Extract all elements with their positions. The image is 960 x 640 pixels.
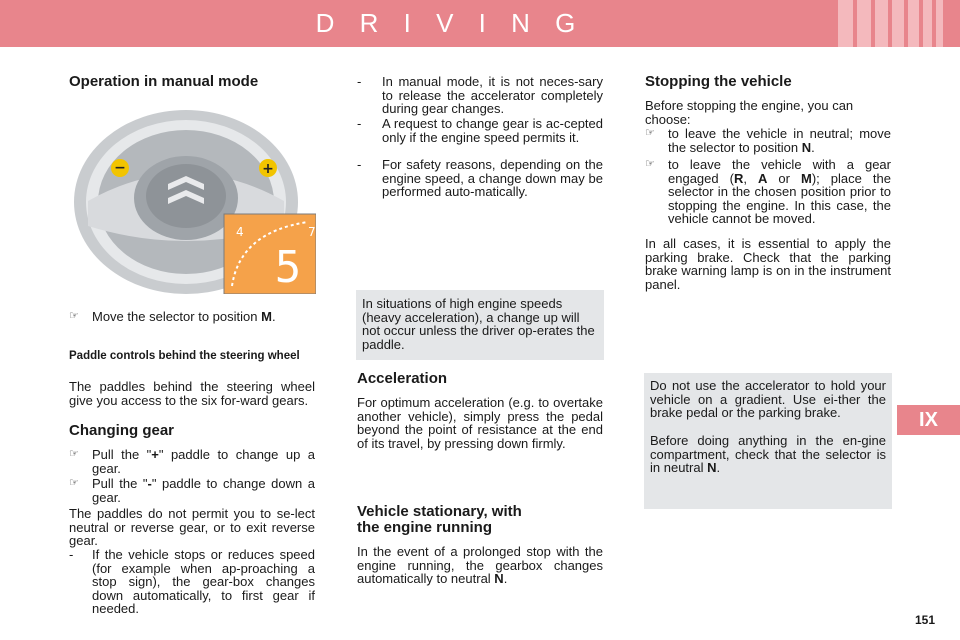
svg-text:−: − [114, 160, 126, 176]
bullet-leave-gear: ☞ to leave the vehicle with a gear engaged (R, A or M); place the selector in the chosen position prior to stopping the engine. In this case, the vehicle cannot be moved. [645, 157, 891, 226]
svg-text:+: + [262, 161, 274, 177]
heading-vehicle-stationary: Vehicle stationary, with the engine running [357, 503, 522, 536]
chapter-tab[interactable]: IX [897, 405, 960, 435]
paragraph-paddles: The paddles behind the steering wheel give you access to the six for-ward gears. [69, 379, 315, 408]
heading-stopping-vehicle: Stopping the vehicle [645, 73, 792, 90]
paragraph-parking-brake: In all cases, it is essential to apply the parking brake. Check that the parking brake warning lamp is on in the instrument panel. [645, 236, 891, 292]
display-digit-right: 7 [308, 225, 316, 239]
display-gear: 5 [274, 242, 302, 293]
finger-pointer-icon: ☞ [645, 158, 655, 170]
chapter-header [0, 0, 960, 47]
heading-manual-mode: Operation in manual mode [69, 73, 259, 90]
paragraph-no-neutral: The paddles do not permit you to se-lect neutral or reverse gear, or to exit reverse gear. [69, 506, 315, 548]
finger-pointer-icon: ☞ [645, 127, 655, 139]
finger-pointer-icon: ☞ [69, 448, 79, 460]
finger-pointer-icon: ☞ [69, 310, 79, 322]
steering-wheel-illustration [68, 106, 316, 294]
bullet-move-selector: ☞ Move the selector to position M. [69, 309, 276, 324]
dash-request-gear: - A request to change gear is ac-cepted only if the engine speed permits it. [357, 116, 603, 145]
heading-paddle-controls: Paddle controls behind the steering wheel [69, 350, 300, 362]
paragraph-acceleration: For optimum acceleration (e.g. to overtake another vehicle), simply press the pedal beyond the point of resistance at the end of its travel, by pressing down firmly. [357, 395, 603, 451]
paragraph-stationary: In the event of a prolonged stop with the engine running, the gearbox changes automatically to neutral N. [357, 544, 603, 586]
finger-pointer-icon: ☞ [69, 477, 79, 489]
heading-changing-gear: Changing gear [69, 422, 175, 439]
page-number: 151 [915, 613, 936, 627]
dash-stop-reduce: - If the vehicle stops or reduces speed (for example when ap-proaching a stop sign), the gear-box changes down automatically, to first gear if needed. [69, 547, 315, 616]
bullet-change-up: ☞ Pull the "+" paddle to change up a gear. [69, 447, 315, 476]
bullet-change-down: ☞ Pull the "-" paddle to change down a gear. [69, 476, 316, 505]
paragraph-stop-intro: Before stopping the engine, you can choose: [645, 98, 854, 127]
bullet-leave-neutral: ☞ to leave the vehicle in neutral; move the selector to position N. [645, 126, 891, 155]
display-digit-left: 4 [236, 225, 244, 239]
note-box-high-speed: In situations of high engine speeds (heavy acceleration), a change up will not occur unless the driver op-erates the paddle. [356, 290, 604, 360]
dash-safety: - For safety reasons, depending on the engine speed, a change down may be performed auto-matically. [357, 157, 603, 199]
chapter-title: D R I V I N G [315, 8, 585, 38]
heading-acceleration: Acceleration [357, 370, 448, 387]
note-box-gradient: Do not use the accelerator to hold your vehicle on a gradient. Use ei-ther the brake pedal or the parking brake. Before doing anything in the en-gine compartment, check that the selector is in neutral N. [644, 373, 892, 509]
dash-manual-accel: - In manual mode, it is not neces-sary to release the accelerator completely during gear changes. [357, 74, 603, 116]
